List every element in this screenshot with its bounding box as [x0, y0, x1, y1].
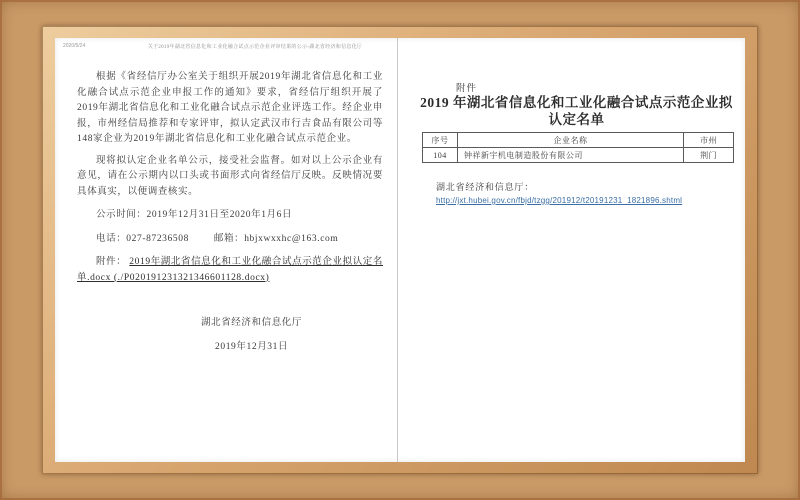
table-row — [423, 148, 734, 163]
notice-paragraph-1: 根据《省经信厅办公室关于组织开展2019年湖北省信息化和工业化融合试点示范企业申报工作的通知》要求，省经信厅组织开展了2019年湖北省信息化和工业化融合试点示范企业评选工作。经企业申报，市州经信局推荐和专家评审，拟认定武汉市行吉食品有限公司等148家企业为2019年湖北省信息化和工业化融合试点示范企业。 — [77, 72, 383, 144]
email-label: 邮箱：hbjxwxxhc@163.com — [213, 233, 339, 244]
publicity-time-line: 公示时间：2019年12月31日至2020年1月6日 — [96, 210, 293, 220]
phone-label: 电话：027-87236508 — [96, 233, 189, 244]
source-department-label: 湖北省经济和信息厅： — [436, 182, 535, 192]
print-header-date: 2020/5/24 — [63, 43, 86, 49]
print-header-title: 关于2019年湖北省信息化和工业化融合试点示范企业评审结果的公示-湖北省经济和信息化厅 — [147, 45, 363, 50]
table-cell-city: 荆门 — [684, 148, 734, 163]
signature-organization: 湖北省经济和信息化厅 — [201, 318, 303, 328]
source-url-link[interactable]: http://jxt.hubei.gov.cn/fbjd/tzgg/201912/t20191231_1821896.shtml — [436, 196, 683, 205]
contact-line — [77, 232, 383, 248]
annex-label: 附件 — [456, 84, 478, 94]
table-cell-no: 104 — [423, 148, 458, 163]
table-header-no: 序号 — [423, 133, 458, 148]
annex-page — [398, 38, 745, 462]
attachment-line — [77, 255, 383, 286]
attachment-docx-link[interactable]: 2019年湖北省信息化和工业化融合试点示范企业拟认定名单.docx (./P020191231321346601128.docx) — [77, 257, 383, 283]
notice-paragraph-2: 现将拟认定企业名单公示，接受社会监督。如对以上公示企业有意见，请在公示期内以口头或书面形式向省经信厅反映。反映情况要具体真实，以便调查核实。 — [77, 155, 383, 197]
notice-page — [55, 38, 397, 462]
table-header-row — [423, 133, 734, 148]
table-header-name: 企业名称 — [457, 133, 683, 148]
company-table — [422, 132, 734, 163]
table-cell-name: 钟祥新宇机电制造股份有限公司 — [457, 148, 683, 163]
annex-title: 2019 年湖北省信息化和工业化融合试点示范企业拟认定名单 — [420, 95, 733, 127]
attachment-prefix: 附件： — [96, 257, 127, 267]
table-header-city: 市州 — [684, 133, 734, 148]
signature-date: 2019年12月31日 — [215, 341, 289, 352]
printed-document — [55, 38, 745, 462]
